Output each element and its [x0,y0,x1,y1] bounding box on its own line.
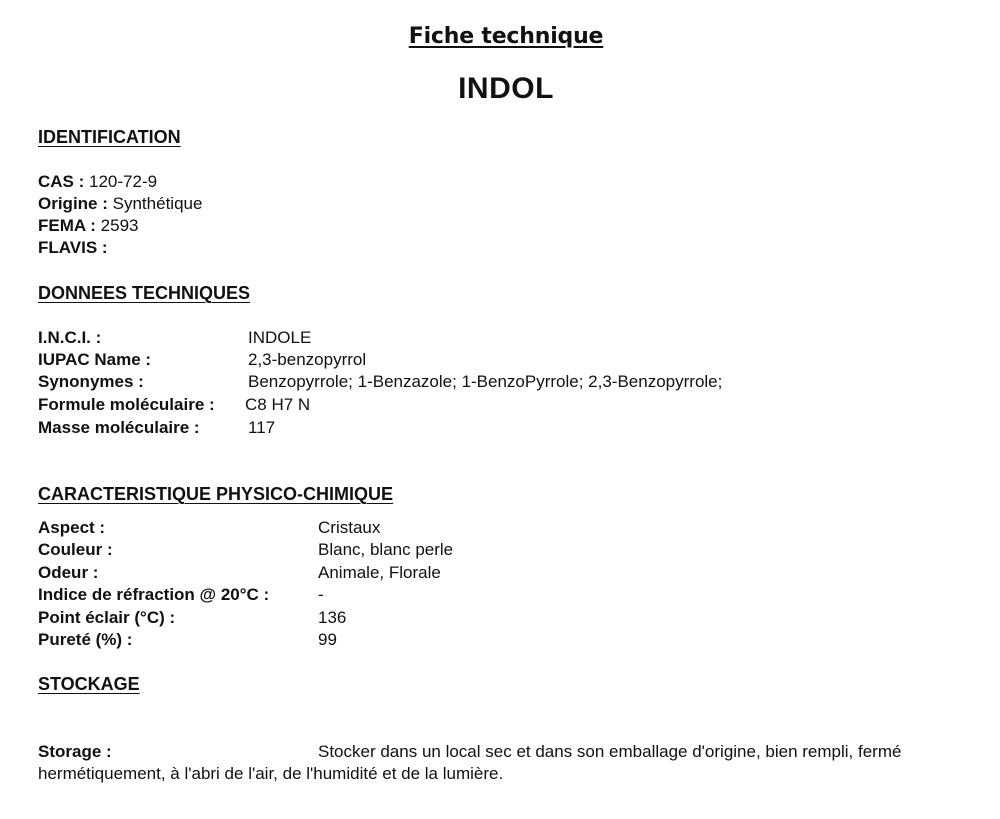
phys-row-value: Blanc, blanc perle [318,540,454,559]
tech-row-synonymes [38,371,723,393]
phys-row-value: Cristaux [318,518,381,537]
tech-row-value: INDOLE [248,328,312,347]
field-cas-value: 120-72-9 [89,172,158,191]
field-flavis [38,237,108,259]
section-heading-donnees-techniques: DONNEES TECHNIQUES [38,283,251,303]
tech-row-label: I.N.C.I. : [38,328,102,347]
phys-row-indice-refraction [38,584,324,606]
phys-row-value: 99 [318,630,337,649]
phys-row-aspect [38,517,381,539]
field-cas [38,171,157,193]
phys-row-purete [38,629,337,651]
phys-row-value: 136 [318,608,347,627]
tech-row-label: Synonymes : [38,372,144,391]
field-fema-value: 2593 [100,216,139,235]
phys-row-value: Animale, Florale [318,563,441,582]
phys-row-label: Couleur : [38,540,113,559]
phys-row-label: Point éclair (°C) : [38,608,176,627]
document-kicker: Fiche technique [408,24,604,49]
phys-row-label: Aspect : [38,518,106,537]
document-title: INDOL [458,72,554,105]
tech-row-masse-moleculaire [38,417,276,439]
section-heading-stockage: STOCKAGE [38,674,140,694]
field-fema-label: FEMA : [38,216,96,235]
phys-row-point-eclair [38,607,347,629]
field-fema [38,215,138,237]
phys-row-label: Pureté (%) : [38,630,133,649]
field-cas-label: CAS : [38,172,85,191]
phys-row-value: - [318,585,324,604]
storage-text: Stocker dans un local sec et dans son emballage d'origine, bien rempli, fermé hermétiquement, à l'abri de l'air, de l'humidité et de la lumière. [38,742,902,783]
storage-label: Storage : [38,742,112,761]
section-heading-caracteristique: CARACTERISTIQUE PHYSICO-CHIMIQUE [38,484,394,504]
phys-row-couleur [38,539,454,561]
storage-paragraph [38,741,958,785]
phys-row-label: Indice de réfraction @ 20°C : [38,585,270,604]
field-origine [38,193,202,215]
tech-row-inci [38,327,312,349]
tech-row-formule-moleculaire [38,394,311,416]
tech-row-value: C8 H7 N [245,395,311,414]
tech-row-value: 2,3-benzopyrrol [248,350,367,369]
field-origine-value: Synthétique [112,194,203,213]
tech-row-label: Formule moléculaire : [38,395,215,414]
tech-row-iupac-name [38,349,367,371]
tech-row-label: Masse moléculaire : [38,418,200,437]
field-flavis-label: FLAVIS : [38,238,108,257]
phys-row-label: Odeur : [38,563,99,582]
field-origine-label: Origine : [38,194,108,213]
tech-row-value: Benzopyrrole; 1-Benzazole; 1-BenzoPyrrole; 2,3-Benzopyrrole; [248,372,723,391]
phys-row-odeur [38,562,441,584]
tech-row-value: 117 [248,418,276,437]
tech-row-label: IUPAC Name : [38,350,152,369]
section-heading-identification: IDENTIFICATION [38,127,181,147]
